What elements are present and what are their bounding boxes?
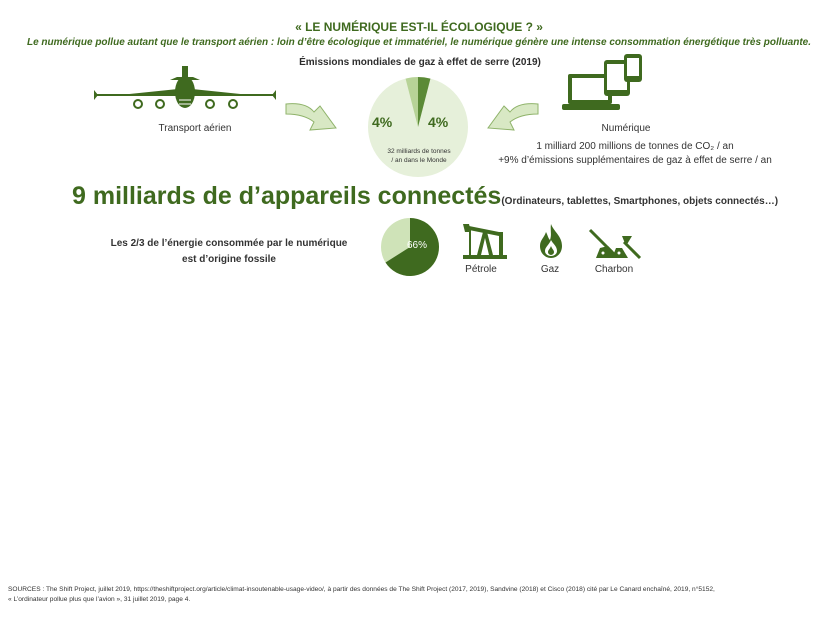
- arrow-left-icon: [484, 100, 540, 136]
- airplane-icon: [90, 64, 280, 114]
- sources-line1: SOURCES : The Shift Project, juillet 2019, https://theshiftproject.org/article/climat-insoutenable-usage-video/, à partir des données de The Shift Project (2017, 2019), Sandvine (2018) et Cisco (2018) cité par Le Canard enchaîné, 2019, n°5152,: [8, 586, 715, 593]
- coal-icon: [588, 226, 642, 260]
- arrow-right-icon: [284, 100, 340, 136]
- devices-headline: [72, 182, 778, 211]
- page-subtitle: Le numérique pollue autant que le transport aérien : loin d’être écologique et immatériel, le numérique génère une intense consommation énergétique très polluante.: [26, 37, 812, 48]
- emissions-title: Émissions mondiales de gaz à effet de serre (2019): [299, 57, 541, 68]
- sources-line2: « L’ordinateur pollue plus que l’avion », 31 juillet 2019, page 4.: [8, 596, 191, 603]
- charbon-label: Charbon: [594, 264, 634, 275]
- sources: [8, 585, 833, 605]
- gas-flame-icon: [538, 224, 564, 258]
- page-title: « LE NUMÉRIQUE EST-IL ÉCOLOGIQUE ? »: [295, 20, 543, 34]
- devices-count: 9 milliards de d’appareils connectés: [72, 182, 502, 210]
- emissions-center-line2: / an dans le Monde: [391, 157, 447, 164]
- fossil-line1: Les 2/3 de l’énergie consommée par le numérique: [110, 238, 348, 249]
- numerique-line1: 1 milliard 200 millions de tonnes de CO₂ / an: [536, 141, 734, 152]
- devices-icon: [562, 52, 646, 116]
- gaz-label: Gaz: [540, 264, 560, 275]
- emissions-left-percent: 4%: [372, 114, 393, 130]
- emissions-right-percent: 4%: [428, 114, 449, 130]
- fossil-text: [84, 236, 374, 268]
- transport-label: Transport aérien: [158, 123, 232, 134]
- numerique-line2: +9% d’émissions supplémentaires de gaz à effet de serre / an: [498, 155, 772, 166]
- oil-pump-icon: [463, 218, 507, 260]
- petrole-label: Pétrole: [465, 264, 497, 275]
- numerique-label: Numérique: [601, 123, 651, 134]
- fossil-pie-label: 66%: [407, 240, 428, 251]
- devices-detail: (Ordinateurs, tablettes, Smartphones, objets connectés…): [501, 196, 779, 207]
- fossil-line2: est d’origine fossile: [182, 254, 276, 265]
- emissions-center-line1: 32 milliards de tonnes: [387, 148, 451, 155]
